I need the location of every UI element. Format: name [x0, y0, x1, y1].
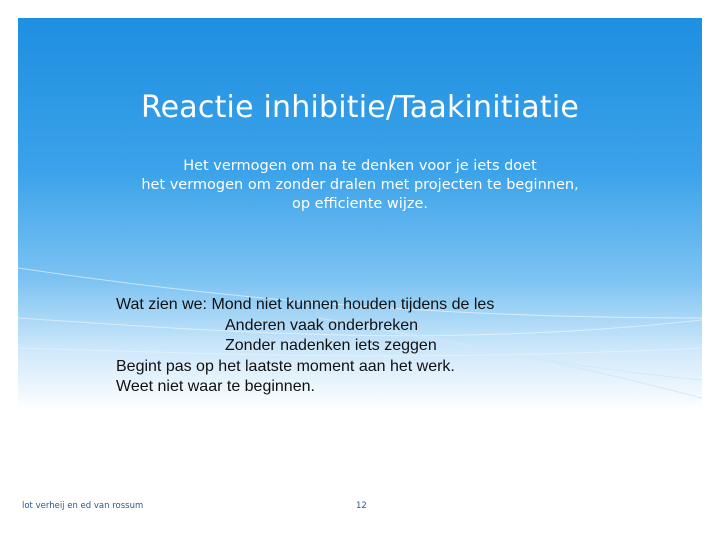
- subtitle-line: op efficiente wijze.: [291, 196, 428, 212]
- subtitle-line: het vermogen om zonder dralen met projecten te beginnen,: [141, 177, 579, 193]
- body-line: Weet niet waar te beginnen.: [116, 378, 315, 395]
- subtitle-line: Het vermogen om na te denken voor je iets doet: [183, 158, 537, 174]
- footer-author: lot verheij en ed van rossum: [22, 501, 144, 511]
- body-line: Wat zien we: Mond niet kunnen houden tijdens de les: [116, 296, 495, 313]
- slide-subtitle: [18, 157, 702, 214]
- body-line: Begint pas op het laatste moment aan het werk.: [116, 357, 455, 375]
- body-line: Anderen vaak onderbreken: [225, 316, 419, 334]
- page-number: 12: [356, 501, 367, 511]
- slide-body: [116, 295, 494, 398]
- body-line: Zonder nadenken iets zeggen: [225, 337, 437, 354]
- slide-title: Reactie inhibitie/Taakinitiatie: [140, 90, 580, 125]
